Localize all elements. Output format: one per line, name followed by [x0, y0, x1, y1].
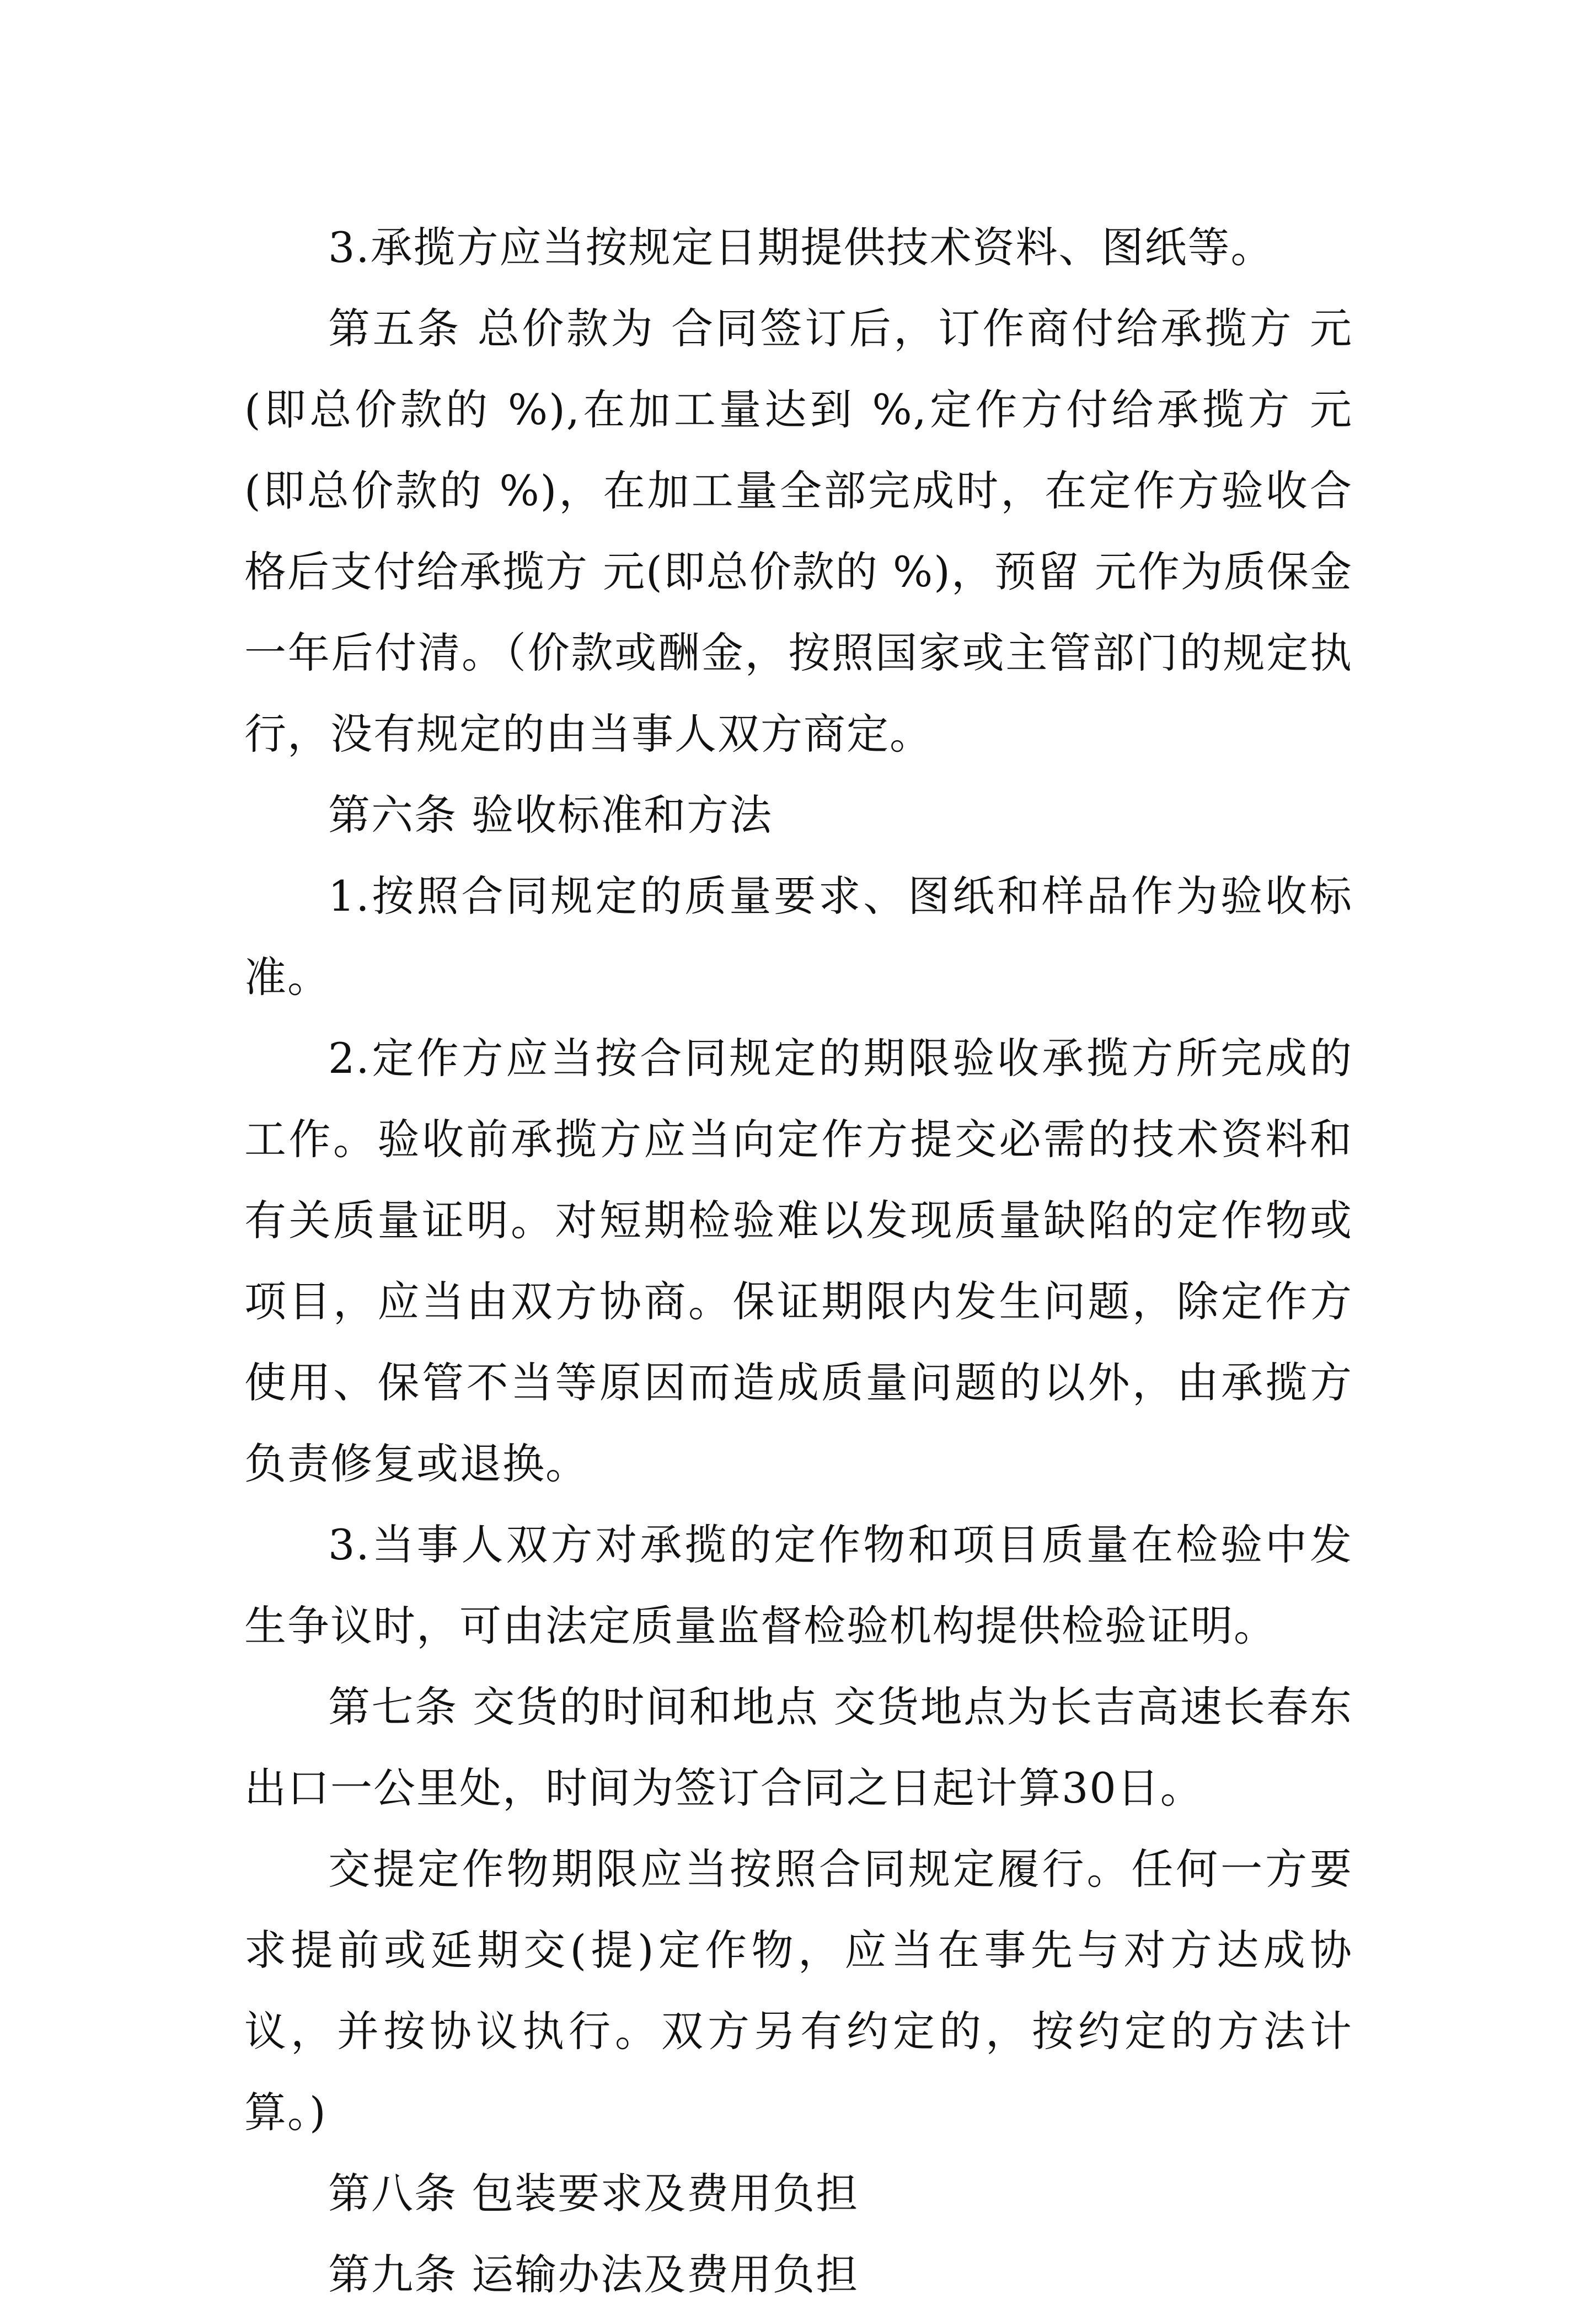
paragraph-delivery-terms: 交提定作物期限应当按照合同规定履行。任何一方要求提前或延期交(提)定作物，应当在事先与对方达成协议，并按协议执行。双方另有约定的，按约定的方法计算。)	[244, 1844, 1353, 2137]
paragraph-article-5-payment: 第五条 总价款为 合同签订后，订作商付给承揽方 元(即总价款的 %),在加工量达到 %,定作方付给承揽方 元(即总价款的 %)，在加工量全部完成时，在定作方验收合格后支付给承揽方 元(即总价款的 %)，预留 元作为质保金一年后付清。（价款或酬金，按照国家或主管部门的规定执行，没有规定的由当事人双方商定。	[244, 304, 1353, 758]
paragraph-article-6-item-2: 2.定作方应当按合同规定的期限验收承揽方所完成的工作。验收前承揽方应当向定作方提交必需的技术资料和有关质量证明。对短期检验难以发现质量缺陷的定作物或项目，应当由双方协商。保证期限内发生问题，除定作方使用、保管不当等原因而造成质量问题的以外，由承揽方负责修复或退换。	[244, 1034, 1353, 1488]
contract-body	[244, 207, 1353, 2315]
paragraph-article-6-heading: 第六条 验收标准和方法	[328, 790, 773, 840]
paragraph-tech-docs: 3.承揽方应当按规定日期提供技术资料、图纸等。	[328, 223, 1274, 272]
paragraph-article-8-heading: 第八条 包装要求及费用负担	[328, 2169, 859, 2218]
paragraph-article-6-item-1: 1.按照合同规定的质量要求、图纸和样品作为验收标准。	[244, 872, 1353, 1002]
paragraph-article-7-delivery: 第七条 交货的时间和地点 交货地点为长吉高速长春东出口一公里处，时间为签订合同之日起计算30日。	[244, 1682, 1353, 1813]
paragraph-article-9-heading: 第九条 运输办法及费用负担	[328, 2250, 859, 2299]
paragraph-article-6-item-3: 3.当事人双方对承揽的定作物和项目质量在检验中发生争议时，可由法定质量监督检验机构提供检验证明。	[244, 1520, 1353, 1650]
